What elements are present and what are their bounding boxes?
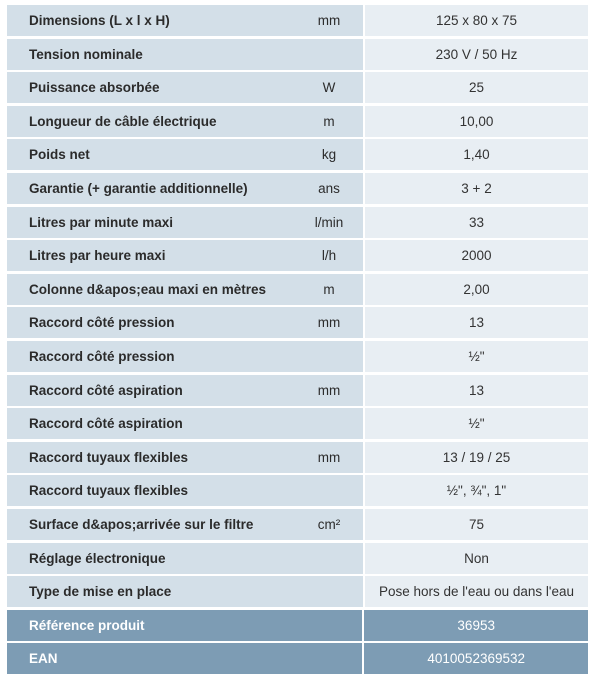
spec-value: 125 x 80 x 75	[435, 13, 518, 28]
spec-unit: mm	[317, 449, 341, 465]
spec-value-cell	[365, 139, 588, 170]
spec-row	[7, 509, 588, 540]
spec-row	[7, 207, 588, 238]
ean-row	[7, 643, 588, 674]
product-spec-table	[7, 5, 588, 677]
spec-value: 13	[468, 382, 485, 398]
spec-row	[7, 475, 588, 506]
spec-unit: mm	[317, 13, 341, 28]
spec-label-cell	[7, 139, 363, 170]
spec-label: Dimensions (L x l x H)	[29, 13, 170, 28]
spec-label: Raccord côté aspiration	[29, 382, 183, 398]
spec-label: Tension nominale	[29, 46, 143, 62]
spec-value: 13 / 19 / 25	[442, 449, 511, 465]
product-reference-row	[7, 610, 588, 641]
footer-value: 4010052369532	[427, 651, 525, 667]
spec-value: 1,40	[463, 147, 490, 163]
spec-row	[7, 173, 588, 204]
spec-label: Litres par minute maxi	[29, 214, 174, 230]
spec-value-cell	[365, 39, 588, 70]
spec-value-cell	[365, 576, 588, 607]
spec-label-cell	[7, 576, 363, 607]
spec-value: 2000	[461, 248, 492, 264]
footer-label: Référence produit	[29, 617, 145, 633]
spec-label: Raccord côté pression	[29, 348, 175, 364]
spec-value-cell	[365, 274, 588, 305]
spec-row	[7, 139, 588, 170]
spec-value: ½"	[468, 416, 485, 432]
spec-label-cell	[7, 341, 363, 372]
spec-label-cell	[7, 375, 363, 406]
spec-label: Surface d&apos;arrivée sur le filtre	[29, 516, 254, 532]
spec-row	[7, 375, 588, 406]
spec-unit: l/h	[321, 248, 337, 264]
spec-label: Réglage électronique	[29, 550, 166, 566]
spec-label: Colonne d&apos;eau maxi en mètres	[29, 281, 267, 297]
spec-row	[7, 543, 588, 574]
spec-label-cell	[7, 39, 363, 70]
spec-label-cell	[7, 106, 363, 137]
spec-row	[7, 576, 588, 607]
spec-value: ½"	[468, 348, 485, 364]
spec-value: 13	[468, 315, 485, 331]
spec-value: 10,00	[459, 113, 494, 129]
spec-label-cell	[7, 543, 363, 574]
spec-label-cell	[7, 442, 363, 473]
spec-label: Garantie (+ garantie additionnelle)	[29, 180, 248, 196]
spec-row	[7, 307, 588, 338]
spec-label-cell	[7, 475, 363, 506]
spec-label-cell	[7, 173, 363, 204]
spec-value: 2,00	[463, 281, 490, 297]
spec-row	[7, 106, 588, 137]
spec-unit: kg	[321, 147, 337, 163]
spec-row	[7, 274, 588, 305]
spec-label: Type de mise en place	[29, 584, 172, 600]
spec-row	[7, 341, 588, 372]
spec-unit: m	[323, 281, 335, 297]
spec-label-cell	[7, 408, 363, 439]
spec-value: 33	[468, 214, 485, 230]
spec-value-cell	[365, 408, 588, 439]
spec-row	[7, 39, 588, 70]
spec-value-cell	[365, 5, 588, 36]
spec-label-cell	[7, 207, 363, 238]
spec-unit: ans	[318, 180, 340, 196]
spec-unit: l/min	[314, 214, 344, 230]
footer-value: 36953	[457, 617, 495, 633]
spec-value: 3 + 2	[461, 180, 492, 196]
spec-value-cell	[365, 307, 588, 338]
spec-value-cell	[365, 442, 588, 473]
spec-value-cell	[365, 240, 588, 271]
footer-value-cell	[364, 643, 588, 674]
spec-label: Raccord tuyaux flexibles	[29, 483, 189, 499]
spec-value: Non	[464, 550, 489, 566]
spec-value-cell	[365, 475, 588, 506]
spec-value: 230 V / 50 Hz	[435, 46, 518, 62]
spec-label: Raccord tuyaux flexibles	[29, 449, 189, 465]
spec-unit: m	[323, 113, 335, 129]
spec-label-cell	[7, 72, 363, 103]
spec-row	[7, 72, 588, 103]
spec-value-cell	[365, 509, 588, 540]
spec-label-cell	[7, 5, 363, 36]
spec-value-cell	[365, 106, 588, 137]
spec-value: ½", ¾", 1"	[446, 483, 507, 499]
spec-label: Raccord côté pression	[29, 315, 175, 331]
spec-label-cell	[7, 240, 363, 271]
spec-label-cell	[7, 509, 363, 540]
footer-label-cell	[7, 643, 362, 674]
footer-label: EAN	[29, 651, 58, 667]
spec-label: Raccord côté aspiration	[29, 416, 183, 432]
spec-value-cell	[365, 173, 588, 204]
spec-value-cell	[365, 543, 588, 574]
spec-value-cell	[365, 207, 588, 238]
spec-row	[7, 5, 588, 36]
spec-value-cell	[365, 72, 588, 103]
spec-label-cell	[7, 274, 363, 305]
footer-value-cell	[364, 610, 588, 641]
spec-row	[7, 408, 588, 439]
footer-label-cell	[7, 610, 362, 641]
spec-label-cell	[7, 307, 363, 338]
spec-unit: mm	[317, 315, 341, 331]
spec-label: Litres par heure maxi	[29, 248, 166, 264]
spec-unit: W	[322, 80, 336, 96]
spec-value-cell	[365, 375, 588, 406]
spec-value: Pose hors de l'eau ou dans l'eau	[378, 584, 575, 600]
spec-row	[7, 442, 588, 473]
spec-label: Puissance absorbée	[29, 80, 160, 96]
spec-row	[7, 240, 588, 271]
spec-label: Poids net	[29, 147, 90, 163]
spec-label: Longueur de câble électrique	[29, 113, 217, 129]
spec-value-cell	[365, 341, 588, 372]
spec-value: 75	[468, 516, 485, 532]
spec-unit: mm	[317, 382, 341, 398]
spec-value: 25	[468, 80, 485, 96]
spec-unit: cm²	[317, 516, 341, 532]
